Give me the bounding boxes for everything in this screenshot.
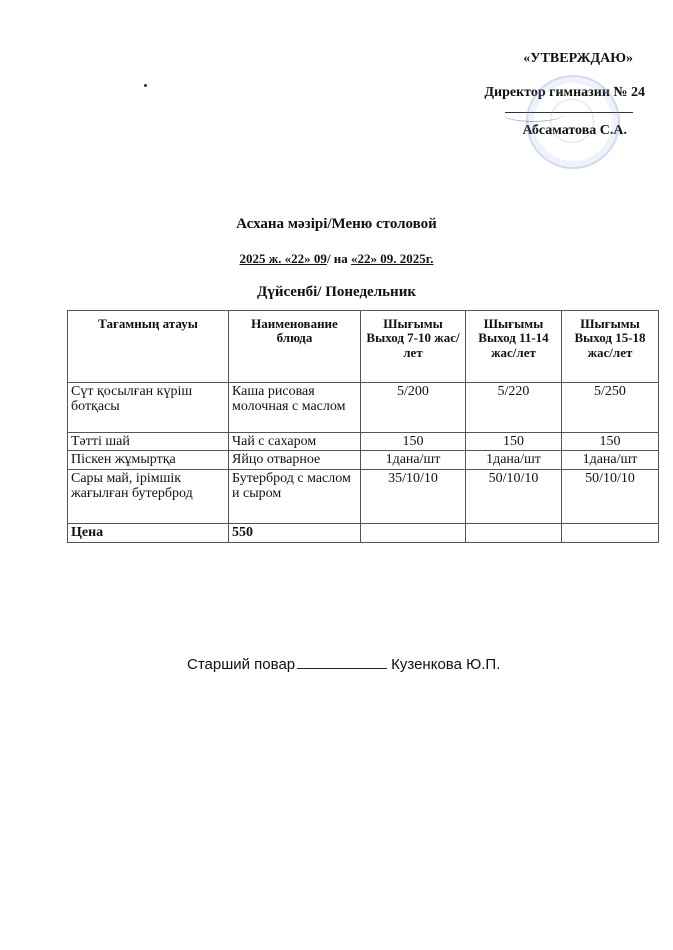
dish-name-ru: Бутерброд с маслом и сыром bbox=[229, 469, 361, 523]
yield-11-14: 50/10/10 bbox=[466, 469, 562, 523]
official-stamp bbox=[526, 75, 620, 169]
yield-15-18: 150 bbox=[562, 433, 659, 451]
table-row bbox=[68, 451, 659, 469]
header-yield-15-18: Шығымы Выход 15-18 жас/лет bbox=[562, 311, 659, 383]
header-name-ru: Наименование блюда bbox=[229, 311, 361, 383]
cook-name: Кузенкова Ю.П. bbox=[391, 656, 501, 673]
table-row bbox=[68, 383, 659, 433]
handwritten-signature bbox=[503, 107, 563, 122]
dish-name-ru: Чай с сахаром bbox=[229, 433, 361, 451]
yield-7-10: 35/10/10 bbox=[361, 469, 466, 523]
table-header-row bbox=[68, 311, 659, 383]
menu-table bbox=[67, 310, 659, 543]
cook-signature-line bbox=[187, 654, 500, 673]
yield-7-10: 150 bbox=[361, 433, 466, 451]
dish-name-kz: Сүт қосылған күріш ботқасы bbox=[68, 383, 229, 433]
price-row bbox=[68, 523, 659, 542]
menu-dates bbox=[0, 251, 673, 267]
price-value: 550 bbox=[229, 523, 361, 542]
approval-title: «УТВЕРЖДАЮ» bbox=[523, 51, 633, 66]
approval-name: Абсаматова С.А. bbox=[522, 123, 627, 138]
dish-name-kz: Сары май, ірімшік жағылған бутерброд bbox=[68, 469, 229, 523]
menu-day: Дүйсенбі/ Понедельник bbox=[257, 284, 416, 300]
menu-title: Асхана мәзірі/Меню столовой bbox=[236, 216, 437, 232]
header-yield-7-10: Шығымы Выход 7-10 жас/лет bbox=[361, 311, 466, 383]
dish-name-kz: Піскен жұмыртқа bbox=[68, 451, 229, 469]
header-yield-11-14: Шығымы Выход 11-14 жас/лет bbox=[466, 311, 562, 383]
date-from: 2025 ж. «22» 09 bbox=[239, 251, 327, 266]
table-row bbox=[68, 469, 659, 523]
date-to: «22» 09. 2025г. bbox=[351, 251, 434, 266]
yield-11-14: 1дана/шт bbox=[466, 451, 562, 469]
dish-name-ru: Яйцо отварное bbox=[229, 451, 361, 469]
dish-name-ru: Каша рисовая молочная с маслом bbox=[229, 383, 361, 433]
cook-role: Старший повар bbox=[187, 656, 296, 673]
yield-15-18: 50/10/10 bbox=[562, 469, 659, 523]
yield-7-10: 5/200 bbox=[361, 383, 466, 433]
price-label: Цена bbox=[68, 523, 229, 542]
empty-cell bbox=[466, 523, 562, 542]
yield-11-14: 5/220 bbox=[466, 383, 562, 433]
empty-cell bbox=[361, 523, 466, 542]
yield-15-18: 1дана/шт bbox=[562, 451, 659, 469]
ink-dot bbox=[144, 84, 147, 87]
yield-15-18: 5/250 bbox=[562, 383, 659, 433]
signature-blank bbox=[297, 654, 387, 669]
yield-7-10: 1дана/шт bbox=[361, 451, 466, 469]
table-row bbox=[68, 433, 659, 451]
dish-name-kz: Тәтті шай bbox=[68, 433, 229, 451]
yield-11-14: 150 bbox=[466, 433, 562, 451]
empty-cell bbox=[562, 523, 659, 542]
header-name-kz: Тағамның атауы bbox=[68, 311, 229, 383]
approval-role: Директор гимназии № 24 bbox=[484, 85, 645, 100]
date-separator: / на bbox=[326, 251, 352, 266]
